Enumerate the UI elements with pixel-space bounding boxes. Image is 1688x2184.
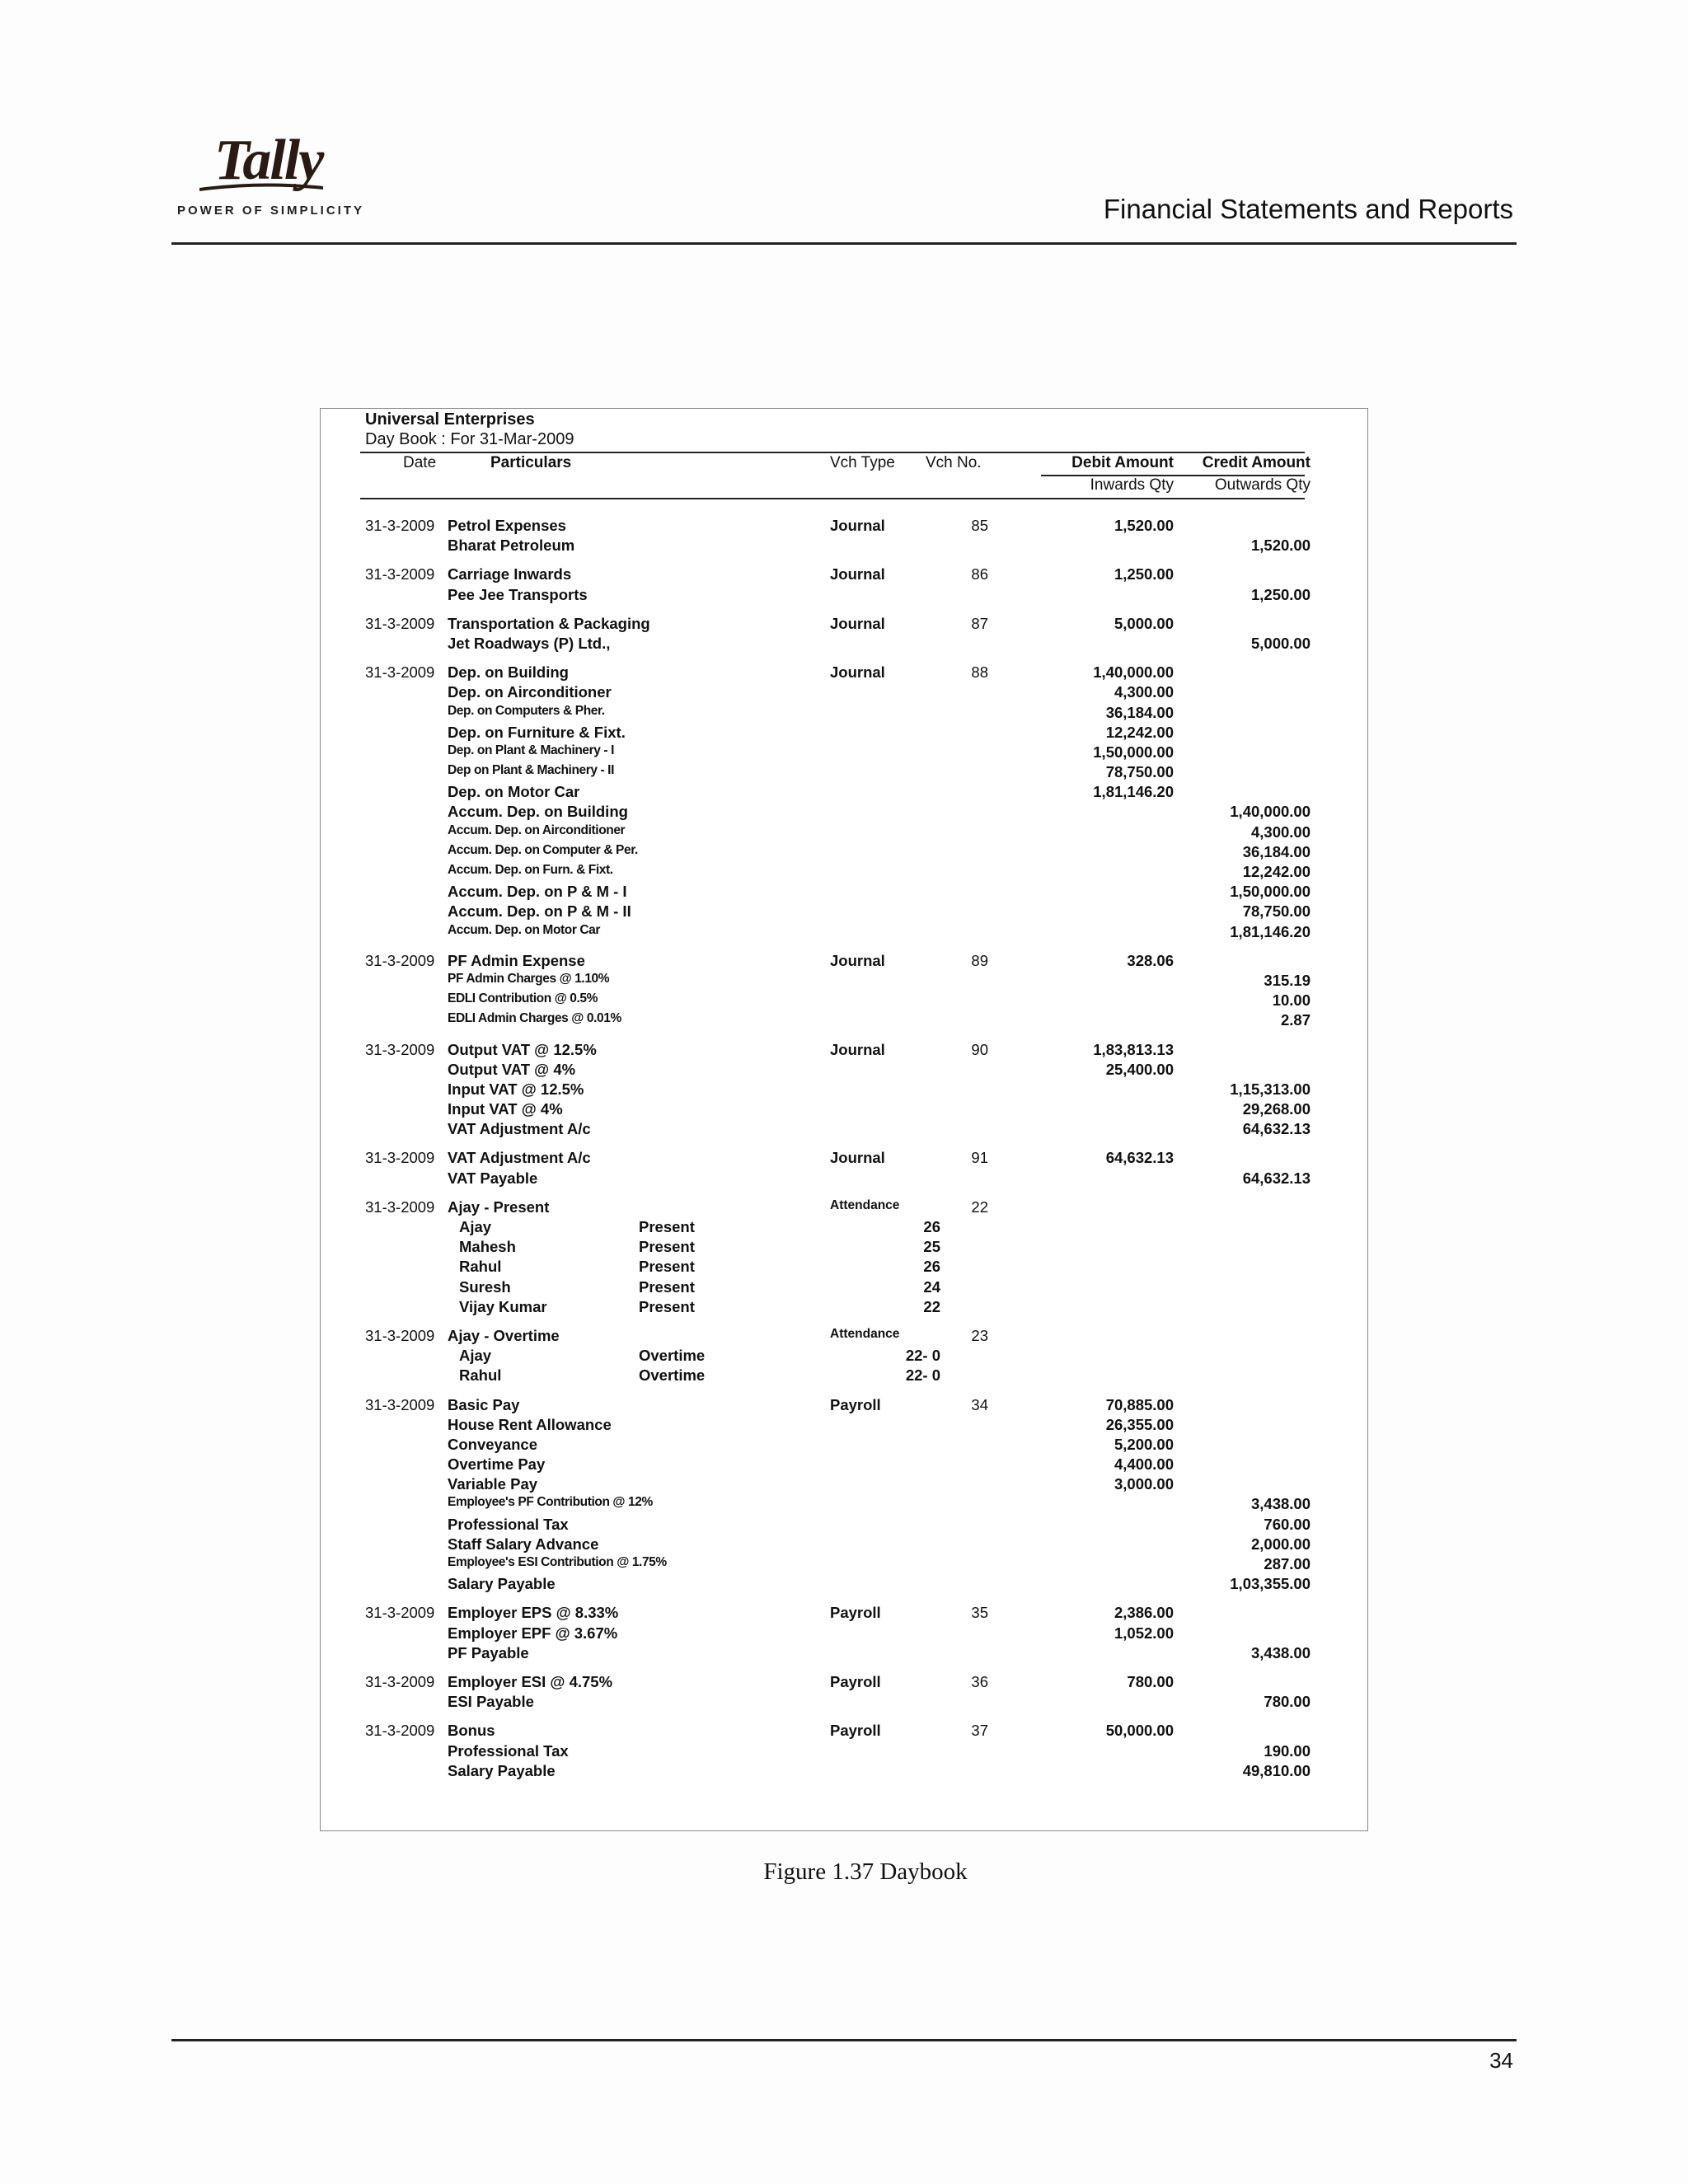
figure-caption: Figure 1.37 Daybook (763, 1858, 968, 1885)
debit-amount: 70,885.00 (1105, 1395, 1174, 1413)
col-debit: Debit Amount (1071, 454, 1174, 471)
voucher-line (321, 635, 1367, 654)
voucher-entry (321, 1604, 1367, 1664)
ledger-name: Bonus (448, 1722, 495, 1740)
col-vch-no: Vch No. (926, 454, 982, 471)
voucher-line (321, 1555, 1367, 1575)
ledger-name: Accum. Dep. on Motor Car (448, 922, 601, 937)
voucher-date: 31-3-2009 (365, 951, 435, 969)
voucher-type: Payroll (830, 1395, 881, 1413)
voucher-line (321, 1604, 1367, 1624)
employee-name: Ajay (459, 1347, 492, 1365)
ledger-name: Salary Payable (448, 1575, 556, 1593)
voucher-entry (321, 1722, 1367, 1782)
voucher-line (321, 991, 1367, 1011)
credit-amount: 4,300.00 (1250, 823, 1311, 841)
page-number: 34 (1489, 2048, 1513, 2073)
voucher-line (321, 1495, 1367, 1515)
voucher-line (321, 724, 1367, 743)
ledger-name: Employer EPF @ 3.67% (448, 1624, 618, 1642)
credit-amount: 1,50,000.00 (1230, 883, 1311, 901)
debit-amount: 5,200.00 (1114, 1435, 1174, 1453)
ledger-name: Jet Roadways (P) Ltd., (448, 634, 611, 652)
employee-name: Mahesh (459, 1238, 516, 1256)
voucher-line (321, 1327, 1367, 1347)
voucher-line (321, 863, 1367, 883)
voucher-type: Payroll (830, 1722, 881, 1740)
voucher-line (321, 1762, 1367, 1782)
voucher-date: 31-3-2009 (365, 1672, 435, 1690)
voucher-line (321, 783, 1367, 803)
voucher-line (321, 1416, 1367, 1436)
credit-amount: 287.00 (1264, 1555, 1311, 1572)
ledger-name: Petrol Expenses (448, 517, 566, 534)
ledger-name: Dep on Plant & Machinery - II (448, 763, 614, 778)
voucher-list (321, 517, 1367, 1791)
attendance-type: Present (639, 1297, 695, 1315)
ledger-name: Accum. Dep. on P & M - I (448, 883, 627, 901)
ledger-name: VAT Adjustment A/c (448, 1120, 591, 1138)
voucher-entry (321, 565, 1367, 605)
footer-rule (171, 2039, 1517, 2041)
voucher-line (321, 1198, 1367, 1218)
voucher-number: 34 (971, 1395, 988, 1413)
voucher-type: Journal (830, 517, 885, 534)
voucher-line (321, 1742, 1367, 1762)
voucher-type: Journal (830, 1149, 885, 1167)
debit-amount: 1,81,146.20 (1093, 783, 1174, 801)
attendance-type: Overtime (639, 1366, 706, 1385)
ledger-name: Professional Tax (448, 1515, 569, 1533)
debit-amount: 2,386.00 (1114, 1604, 1174, 1622)
daybook-report (320, 408, 1368, 1831)
voucher-line (321, 1238, 1367, 1258)
ledger-name: Staff Salary Advance (448, 1535, 599, 1553)
voucher-date: 31-3-2009 (365, 1040, 435, 1058)
header-line-bottom (360, 498, 1305, 499)
voucher-entry (321, 663, 1367, 943)
voucher-line (321, 704, 1367, 724)
voucher-date: 31-3-2009 (365, 517, 435, 534)
credit-amount: 36,184.00 (1242, 842, 1311, 860)
voucher-line (321, 1366, 1367, 1386)
credit-amount: 315.19 (1264, 971, 1311, 989)
voucher-line (321, 683, 1367, 703)
voucher-line (321, 1218, 1367, 1238)
header-rule (171, 242, 1517, 245)
debit-amount: 64,632.13 (1105, 1149, 1174, 1167)
debit-amount: 4,400.00 (1114, 1455, 1174, 1474)
ledger-name: Pee Jee Transports (448, 585, 588, 603)
ledger-name: Dep. on Furniture & Fixt. (448, 723, 626, 741)
voucher-type: Journal (830, 1040, 885, 1058)
voucher-line (321, 743, 1367, 763)
debit-amount: 12,242.00 (1105, 723, 1174, 741)
debit-amount: 1,83,813.13 (1093, 1040, 1174, 1058)
voucher-date: 31-3-2009 (365, 1395, 435, 1413)
credit-amount: 2,000.00 (1250, 1535, 1311, 1553)
voucher-date: 31-3-2009 (365, 1149, 435, 1167)
employee-name: Vijay Kumar (459, 1297, 547, 1315)
voucher-date: 31-3-2009 (365, 1197, 435, 1216)
voucher-line (321, 823, 1367, 843)
voucher-line (321, 1100, 1367, 1120)
ledger-name: VAT Adjustment A/c (448, 1149, 591, 1167)
credit-amount: 78,750.00 (1242, 902, 1311, 921)
voucher-number: 85 (971, 517, 988, 534)
voucher-line (321, 1436, 1367, 1455)
voucher-line (321, 1575, 1367, 1595)
voucher-line (321, 565, 1367, 585)
voucher-line (321, 763, 1367, 783)
voucher-entry (321, 952, 1367, 1032)
attendance-qty: 25 (923, 1238, 940, 1256)
credit-amount: 3,438.00 (1250, 1495, 1311, 1513)
report-subtitle: Day Book : For 31-Mar-2009 (365, 430, 574, 448)
debit-amount: 1,250.00 (1114, 565, 1174, 583)
voucher-number: 36 (971, 1672, 988, 1690)
credit-amount: 1,81,146.20 (1230, 922, 1311, 940)
voucher-line (321, 843, 1367, 863)
ledger-name: Employer ESI @ 4.75% (448, 1672, 613, 1690)
ledger-name: EDLI Contribution @ 0.5% (448, 991, 598, 1006)
ledger-name: Dep. on Building (448, 663, 569, 682)
voucher-line (321, 586, 1367, 606)
voucher-entry (321, 615, 1367, 654)
col-outwards-qty: Outwards Qty (1214, 476, 1311, 494)
voucher-line (321, 883, 1367, 902)
ledger-name: Accum. Dep. on Building (448, 803, 628, 821)
voucher-entry (321, 1198, 1367, 1318)
credit-amount: 29,268.00 (1242, 1100, 1311, 1118)
header-line-top (360, 452, 1305, 453)
debit-amount: 1,50,000.00 (1093, 743, 1174, 761)
voucher-number: 91 (971, 1149, 988, 1167)
credit-amount: 1,250.00 (1250, 585, 1311, 603)
ledger-name: PF Admin Charges @ 1.10% (448, 971, 610, 986)
voucher-line (321, 1080, 1367, 1100)
credit-amount: 780.00 (1264, 1693, 1311, 1711)
debit-amount: 1,40,000.00 (1093, 663, 1174, 682)
attendance-qty: 26 (923, 1218, 940, 1235)
voucher-line (321, 1011, 1367, 1031)
debit-amount: 36,184.00 (1105, 703, 1174, 721)
credit-amount: 64,632.13 (1242, 1169, 1311, 1187)
voucher-entry (321, 1149, 1367, 1188)
attendance-qty: 24 (923, 1277, 940, 1296)
logo-tagline: POWER OF SIMPLICITY (177, 204, 365, 218)
attendance-qty: 22 (923, 1297, 940, 1315)
voucher-line (321, 952, 1367, 972)
attendance-qty: 26 (923, 1258, 940, 1276)
col-credit: Credit Amount (1202, 454, 1311, 471)
voucher-type: Attendance (830, 1326, 900, 1341)
credit-amount: 1,40,000.00 (1230, 803, 1311, 821)
voucher-line (321, 1298, 1367, 1318)
ledger-name: Basic Pay (448, 1395, 520, 1413)
voucher-line (321, 1516, 1367, 1535)
voucher-date: 31-3-2009 (365, 565, 435, 583)
attendance-type: Present (639, 1258, 695, 1276)
voucher-line (321, 1169, 1367, 1189)
voucher-date: 31-3-2009 (365, 663, 435, 682)
voucher-line (321, 1347, 1367, 1366)
voucher-line (321, 615, 1367, 635)
voucher-line (321, 972, 1367, 991)
credit-amount: 1,03,355.00 (1230, 1575, 1311, 1593)
voucher-line (321, 1258, 1367, 1277)
col-inwards-qty: Inwards Qty (1090, 476, 1174, 494)
voucher-line (321, 1041, 1367, 1061)
voucher-line (321, 902, 1367, 922)
debit-amount: 1,052.00 (1114, 1624, 1174, 1642)
voucher-type: Journal (830, 663, 885, 682)
voucher-line (321, 1149, 1367, 1169)
voucher-line (321, 1722, 1367, 1741)
voucher-entry (321, 1327, 1367, 1387)
debit-amount: 4,300.00 (1114, 683, 1174, 701)
voucher-number: 23 (971, 1326, 988, 1344)
voucher-date: 31-3-2009 (365, 614, 435, 632)
voucher-line (321, 1061, 1367, 1080)
attendance-type: Present (639, 1277, 695, 1296)
attendance-qty: 22- 0 (905, 1347, 940, 1365)
credit-amount: 12,242.00 (1242, 863, 1311, 880)
credit-amount: 5,000.00 (1250, 634, 1311, 652)
voucher-type: Journal (830, 565, 885, 583)
ledger-name: Dep. on Plant & Machinery - I (448, 743, 614, 757)
ledger-name: PF Admin Expense (448, 951, 585, 969)
ledger-name: Bharat Petroleum (448, 537, 575, 555)
credit-amount: 10.00 (1272, 991, 1311, 1010)
employee-name: Rahul (459, 1258, 502, 1276)
debit-amount: 5,000.00 (1114, 614, 1174, 632)
ledger-name: Accum. Dep. on Airconditioner (448, 823, 626, 837)
voucher-entry (321, 1673, 1367, 1713)
ledger-name: Employee's PF Contribution @ 12% (448, 1495, 653, 1510)
credit-amount: 2.87 (1280, 1011, 1311, 1029)
credit-amount: 760.00 (1264, 1515, 1311, 1533)
ledger-name: Input VAT @ 4% (448, 1100, 563, 1118)
employee-name: Rahul (459, 1366, 502, 1385)
voucher-type: Journal (830, 951, 885, 969)
section-title: Financial Statements and Reports (1103, 194, 1513, 224)
voucher-line (321, 517, 1367, 537)
ledger-name: PF Payable (448, 1643, 529, 1661)
voucher-number: 22 (971, 1197, 988, 1216)
debit-amount: 3,000.00 (1114, 1475, 1174, 1493)
ledger-name: ESI Payable (448, 1693, 534, 1711)
logo-swoosh-icon (199, 183, 323, 193)
attendance-type: Overtime (639, 1347, 706, 1365)
ledger-name: House Rent Allowance (448, 1415, 612, 1433)
voucher-line (321, 1475, 1367, 1495)
voucher-number: 90 (971, 1040, 988, 1058)
credit-amount: 49,810.00 (1242, 1761, 1311, 1779)
attendance-type: Present (639, 1218, 695, 1235)
debit-amount: 780.00 (1127, 1672, 1174, 1690)
tally-logo (175, 129, 373, 223)
debit-amount: 78,750.00 (1105, 763, 1174, 781)
ledger-name: Input VAT @ 12.5% (448, 1080, 584, 1098)
ledger-name: Professional Tax (448, 1741, 569, 1760)
voucher-line (321, 803, 1367, 823)
ledger-name: Carriage Inwards (448, 565, 572, 583)
voucher-line (321, 1396, 1367, 1416)
voucher-line (321, 663, 1367, 683)
ledger-name: Transportation & Packaging (448, 614, 650, 632)
credit-amount: 1,520.00 (1250, 537, 1311, 555)
employee-name: Suresh (459, 1277, 511, 1296)
ledger-name: Ajay - Overtime (448, 1326, 560, 1344)
ledger-name: Dep. on Computers & Pher. (448, 703, 605, 718)
voucher-line (321, 1535, 1367, 1555)
voucher-date: 31-3-2009 (365, 1326, 435, 1344)
voucher-line (321, 1624, 1367, 1644)
credit-amount: 3,438.00 (1250, 1643, 1311, 1661)
voucher-line (321, 1644, 1367, 1664)
attendance-type: Present (639, 1238, 695, 1256)
ledger-name: Salary Payable (448, 1761, 556, 1779)
ledger-name: Dep. on Airconditioner (448, 683, 612, 701)
voucher-entry (321, 1041, 1367, 1141)
ledger-name: Accum. Dep. on Furn. & Fixt. (448, 863, 613, 877)
voucher-number: 37 (971, 1722, 988, 1740)
voucher-entry (321, 1396, 1367, 1596)
attendance-qty: 22- 0 (905, 1366, 940, 1385)
debit-amount: 328.06 (1127, 951, 1174, 969)
ledger-name: Employer EPS @ 8.33% (448, 1604, 619, 1622)
ledger-name: Employee's ESI Contribution @ 1.75% (448, 1555, 667, 1569)
ledger-name: Output VAT @ 12.5% (448, 1040, 597, 1058)
voucher-number: 35 (971, 1604, 988, 1622)
voucher-date: 31-3-2009 (365, 1722, 435, 1740)
debit-amount: 25,400.00 (1105, 1060, 1174, 1078)
company-name: Universal Enterprises (365, 410, 535, 429)
ledger-name: VAT Payable (448, 1169, 538, 1187)
col-date: Date (403, 454, 437, 471)
voucher-type: Attendance (830, 1197, 900, 1212)
ledger-name: Accum. Dep. on P & M - II (448, 902, 631, 921)
voucher-type: Payroll (830, 1672, 881, 1690)
voucher-line (321, 1693, 1367, 1713)
ledger-name: Dep. on Motor Car (448, 783, 580, 801)
voucher-number: 87 (971, 614, 988, 632)
credit-amount: 1,15,313.00 (1230, 1080, 1311, 1098)
voucher-line (321, 1673, 1367, 1693)
employee-name: Ajay (459, 1218, 492, 1235)
col-vch-type: Vch Type (830, 454, 895, 471)
voucher-type: Payroll (830, 1604, 881, 1622)
ledger-name: Conveyance (448, 1435, 537, 1453)
voucher-entry (321, 517, 1367, 556)
voucher-number: 88 (971, 663, 988, 682)
credit-amount: 190.00 (1264, 1741, 1311, 1760)
voucher-date: 31-3-2009 (365, 1604, 435, 1622)
ledger-name: Ajay - Present (448, 1197, 550, 1216)
voucher-line (321, 1120, 1367, 1140)
voucher-number: 89 (971, 951, 988, 969)
ledger-name: Variable Pay (448, 1475, 538, 1493)
voucher-type: Journal (830, 614, 885, 632)
voucher-line (321, 1278, 1367, 1298)
credit-amount: 64,632.13 (1242, 1120, 1311, 1138)
logo-wordmark: Tally (214, 129, 323, 192)
ledger-name: Accum. Dep. on Computer & Per. (448, 842, 638, 857)
voucher-number: 86 (971, 565, 988, 583)
debit-amount: 26,355.00 (1105, 1415, 1174, 1433)
ledger-name: Overtime Pay (448, 1455, 546, 1474)
debit-amount: 50,000.00 (1105, 1722, 1174, 1740)
voucher-line (321, 923, 1367, 943)
ledger-name: Output VAT @ 4% (448, 1060, 576, 1078)
voucher-line (321, 537, 1367, 556)
debit-amount: 1,520.00 (1114, 517, 1174, 534)
col-particulars: Particulars (490, 454, 572, 471)
voucher-line (321, 1455, 1367, 1475)
ledger-name: EDLI Admin Charges @ 0.01% (448, 1011, 621, 1026)
